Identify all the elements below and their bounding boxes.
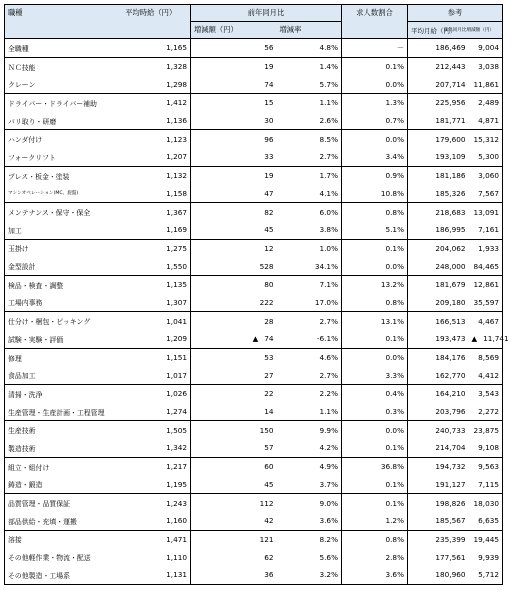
occupation-cell: メンテナンス・保守・保全 [5,203,112,221]
table-row [5,57,503,75]
table-body [5,39,509,585]
monthly-cell: 218,683 [435,207,466,217]
diff-cell: 28 [264,316,274,326]
share-cell: 13.1% [342,312,408,330]
monthly-cell: 181,679 [435,280,466,290]
hourly-cell: 1,412 [112,94,191,112]
rate-cell: 1.0% [319,243,339,253]
occupation-cell: 食品加工 [5,366,112,384]
monthly-diff-cell: 4,467 [469,312,503,330]
header-change-amount: 増減額（円） [191,22,277,39]
diff-cell: 112 [259,498,274,508]
occupation-cell: 工場内事務 [5,294,112,312]
occupation-cell: ハンダ付け [5,130,112,148]
diff-cell: 96 [264,134,274,144]
monthly-cell: 179,600 [435,134,466,144]
diff-cell: 121 [259,534,274,544]
diff-cell: 27 [191,366,277,384]
diff-cell: 80 [264,280,274,290]
diff-cell: 45 [191,221,277,239]
occupation-cell: 生産管理・生産計画・工程管理 [5,403,112,421]
monthly-cell: 164,210 [435,389,466,399]
monthly-cell: 193,109 [408,148,469,166]
occupation-cell: 金型設計 [5,257,112,275]
share-cell: 0.1% [342,439,408,457]
rate-cell: 6.0% [319,207,339,217]
monthly-diff-cell: 3,060 [469,166,503,184]
diff-cell: 62 [264,552,274,562]
table-row [5,512,503,530]
monthly-diff-cell: 84,465 [469,257,503,275]
negative-triangle-icon: ▲ [252,334,259,344]
occupation-cell: 修理 [5,348,112,366]
hourly-cell: 1,041 [112,312,191,330]
occupation-cell: その他製造・工場系 [5,566,112,584]
table-row [5,385,503,403]
rate-cell: 8.2% [319,534,339,544]
monthly-diff-cell: 3,038 [469,57,503,75]
share-cell: 5.1% [342,221,408,239]
occupation-cell: 組立・組付け [5,457,112,475]
occupation-cell: 玉掛け [5,239,112,257]
monthly-diff-cell: 9,563 [469,457,503,475]
diff-cell: 60 [264,462,274,472]
monthly-diff-cell: 5,712 [469,566,503,584]
table-row [5,185,503,203]
share-cell: 1.3% [342,94,408,112]
table-row [5,130,503,148]
share-cell: 0.4% [342,385,408,403]
monthly-cell: 203,796 [408,403,469,421]
monthly-cell: 240,733 [435,425,466,435]
rate-cell: 7.1% [319,280,339,290]
monthly-cell: 194,732 [435,462,466,472]
hourly-cell: 1,123 [112,130,191,148]
table-row [5,148,503,166]
monthly-diff-cell: 13,091 [469,203,503,221]
share-cell: 0.8% [342,294,408,312]
monthly-diff-cell: 12,861 [469,275,503,293]
table-row [5,112,503,130]
monthly-cell: 248,000 [408,257,469,275]
monthly-cell: 186,995 [408,221,469,239]
hourly-cell: 1,243 [112,494,191,512]
share-cell: 3.6% [342,566,408,584]
hourly-cell: 1,160 [112,512,191,530]
rate-cell: 8.5% [319,134,339,144]
table-row [5,548,503,566]
occupation-cell: 製造技術 [5,439,112,457]
table-row [5,94,503,112]
occupation-cell: 品質管理・品質保証 [5,494,112,512]
diff-cell: 56 [191,39,277,58]
diff-cell: 12 [264,243,274,253]
header-job-share: 求人数割合 [342,5,408,22]
occupation-cell: プレス・板金・塗装 [5,166,112,184]
wage-table [4,4,509,585]
diff-cell: 42 [191,512,277,530]
share-cell: 3.4% [342,148,408,166]
diff-cell: 47 [191,185,277,203]
table-row [5,439,503,457]
occupation-cell: 部品供給・充填・運搬 [5,512,112,530]
occupation-cell: 加工 [5,221,112,239]
hourly-cell: 1,158 [112,185,191,203]
monthly-diff-cell: 18,030 [469,494,503,512]
rate-cell: 4.6% [319,353,339,363]
table-row [5,239,503,257]
share-cell: 0.8% [342,203,408,221]
hourly-cell: 1,207 [112,148,191,166]
hourly-cell: 1,136 [112,112,191,130]
diff-cell: 22 [264,389,274,399]
monthly-cell: 209,180 [408,294,469,312]
rate-cell: 1.1% [277,403,342,421]
occupation-cell: 清掃・洗浄 [5,385,112,403]
rate-cell: 3.6% [277,512,342,530]
hourly-cell: 1,110 [112,548,191,566]
table-row [5,530,503,548]
table-row [5,312,503,330]
hourly-cell: 1,505 [112,421,191,439]
diff-cell: 57 [191,439,277,457]
monthly-diff-cell: 5,300 [469,148,503,166]
hourly-cell: 1,342 [112,439,191,457]
hourly-cell: 1,135 [112,275,191,293]
rate-cell: 2.7% [277,366,342,384]
table-row [5,275,503,293]
hourly-cell: 1,209 [112,330,191,348]
diff-cell: 45 [191,476,277,494]
diff-cell: 36 [191,566,277,584]
hourly-cell: 1,367 [112,203,191,221]
share-cell: 0.0% [342,421,408,439]
share-cell: 0.7% [342,112,408,130]
share-cell: 3.3% [342,366,408,384]
monthly-cell: 225,956 [435,98,466,108]
hourly-cell: 1,274 [112,403,191,421]
share-cell: 2.8% [342,548,408,566]
share-cell: 0.8% [342,530,408,548]
table-row [5,476,503,494]
occupation-cell: 検品・検査・調整 [5,275,112,293]
occupation-cell: 試験・実験・評価 [5,330,112,348]
monthly-diff-cell: 11,861 [469,75,503,93]
rate-cell: 1.1% [319,98,339,108]
monthly-diff-cell: 6,635 [469,512,503,530]
diff-cell: 15 [264,98,274,108]
monthly-diff-cell: 9,108 [469,439,503,457]
occupation-cell: バリ取り・研磨 [5,112,112,130]
diff-cell: 19 [264,171,274,181]
hourly-cell: 1,328 [112,57,191,75]
monthly-diff-cell: 9,939 [469,548,503,566]
hourly-cell: 1,298 [112,75,191,93]
rate-cell: 2.7% [277,148,342,166]
monthly-cell: 166,513 [435,316,466,326]
share-cell: － [342,39,408,58]
negative-triangle-icon: ▲ [471,334,478,344]
table-row [5,39,503,58]
share-cell: 0.0% [342,348,408,366]
hourly-cell: 1,275 [112,239,191,257]
monthly-diff-cell: 4,412 [469,366,503,384]
occupation-cell: 全職種 [5,39,112,58]
share-cell: 0.1% [342,57,408,75]
occupation-cell: その他軽作業・物流・配送 [5,548,112,566]
share-cell: 0.3% [342,403,408,421]
hourly-cell: 1,026 [112,385,191,403]
occupation-cell: クレーン [5,75,112,93]
hourly-cell: 1,151 [112,348,191,366]
rate-cell: 4.8% [277,39,342,58]
share-cell: 1.2% [342,512,408,530]
share-cell: 0.1% [342,239,408,257]
header-avg-monthly: 平均月給（円） [408,22,469,39]
monthly-cell: 162,770 [408,366,469,384]
monthly-diff-cell: 2,272 [469,403,503,421]
rate-cell: 2.7% [319,316,339,326]
hourly-cell: 1,169 [112,221,191,239]
rate-cell: 2.6% [277,112,342,130]
monthly-cell: 204,062 [435,243,466,253]
monthly-cell: 235,399 [435,534,466,544]
diff-cell: 14 [191,403,277,421]
monthly-diff-cell: 9,004 [469,39,503,58]
monthly-diff-cell: 7,115 [469,476,503,494]
hourly-cell: 1,017 [112,366,191,384]
table-row [5,203,503,221]
occupation-cell: ＮＣ技能 [5,57,112,75]
hourly-cell: 1,131 [112,566,191,584]
monthly-diff-cell: 8,569 [469,348,503,366]
rate-cell: 4.9% [319,462,339,472]
header-reference: 参考 [408,5,503,22]
monthly-cell: 181,186 [435,171,466,181]
monthly-diff-cell: 19,445 [469,530,503,548]
occupation-cell: 鋳造・鍛造 [5,476,112,494]
diff-cell: 19 [264,62,274,72]
monthly-diff-cell [469,330,509,348]
table-row [5,566,503,584]
diff-cell: 528 [191,257,277,275]
monthly-cell: 184,176 [435,353,466,363]
monthly-cell: 207,714 [408,75,469,93]
header-occupation: 職種 [5,5,112,22]
hourly-cell: 1,550 [112,257,191,275]
monthly-diff-cell: 35,597 [469,294,503,312]
table-row [5,294,503,312]
monthly-cell: 185,567 [408,512,469,530]
occupation-cell: 溶接 [5,530,112,548]
mdiff-value: 11,741 [483,334,509,344]
diff-cell: 33 [191,148,277,166]
monthly-diff-cell: 1,933 [469,239,503,257]
monthly-diff-cell: 2,489 [469,94,503,112]
rate-cell: 2.2% [319,389,339,399]
table-row [5,330,503,348]
monthly-cell: 181,771 [408,112,469,130]
monthly-cell: 198,826 [435,498,466,508]
hourly-cell: 1,195 [112,476,191,494]
header-change-rate: 増減率 [277,22,342,39]
rate-cell: 5.7% [277,75,342,93]
table-row [5,75,503,93]
diff-cell [191,330,277,348]
monthly-diff-cell: 4,871 [469,112,503,130]
occupation-cell: 生産技術 [5,421,112,439]
rate-cell: 9.9% [319,425,339,435]
share-cell: 13.2% [342,275,408,293]
rate-cell: 3.2% [277,566,342,584]
header-yoy: 前年同月比 [191,5,342,22]
hourly-cell: 1,132 [112,166,191,184]
hourly-cell: 1,307 [112,294,191,312]
rate-cell: 4.2% [277,439,342,457]
monthly-cell: 177,561 [435,552,466,562]
rate-cell: 4.1% [277,185,342,203]
monthly-cell: 191,127 [408,476,469,494]
rate-cell: 3.8% [277,221,342,239]
occupation-cell: フォークリフト [5,148,112,166]
monthly-cell: 212,443 [435,62,466,72]
hourly-cell: 1,165 [112,39,191,58]
diff-value: 74 [264,334,274,344]
monthly-diff-cell: 7,161 [469,221,503,239]
share-cell: 0.9% [342,166,408,184]
table-row [5,421,503,439]
table-row [5,457,503,475]
rate-cell: 1.7% [319,171,339,181]
monthly-cell: 180,960 [408,566,469,584]
share-cell: 36.8% [342,457,408,475]
occupation-cell: マシンオペレーション(MC、旋盤) [5,185,112,203]
monthly-cell: 214,704 [408,439,469,457]
monthly-cell: 193,473 [408,330,469,348]
table-row [5,257,503,275]
monthly-cell: 186,469 [408,39,469,58]
rate-cell: 17.0% [277,294,342,312]
rate-cell: 3.7% [277,476,342,494]
share-cell: 0.1% [342,494,408,512]
monthly-diff-cell: 23,875 [469,421,503,439]
rate-cell: 1.4% [319,62,339,72]
table-row [5,366,503,384]
occupation-cell: 仕分け・梱包・ピッキング [5,312,112,330]
diff-cell: 53 [264,353,274,363]
table-row [5,221,503,239]
share-cell: 0.0% [342,75,408,93]
share-cell: 0.1% [342,476,408,494]
rate-cell: 9.0% [319,498,339,508]
share-cell: 10.8% [342,185,408,203]
monthly-cell: 185,326 [408,185,469,203]
table-row [5,494,503,512]
table-row [5,403,503,421]
table-row [5,348,503,366]
diff-cell: 74 [191,75,277,93]
table-row [5,166,503,184]
rate-cell: 5.6% [319,552,339,562]
monthly-diff-cell: 3,543 [469,385,503,403]
diff-cell: 222 [191,294,277,312]
rate-cell: -6.1% [277,330,342,348]
header-monthly-change: 前年同月比増減額（円） [469,22,503,39]
monthly-diff-cell: 15,312 [469,130,503,148]
share-cell: 0.0% [342,130,408,148]
rate-cell: 34.1% [277,257,342,275]
occupation-cell: ドライバー・ドライバー補助 [5,94,112,112]
share-cell: 0.0% [342,257,408,275]
share-cell: 0.1% [342,330,408,348]
header-avg-hourly: 平均時給（円） [112,5,191,22]
diff-cell: 30 [191,112,277,130]
diff-cell: 150 [259,425,274,435]
diff-cell: 82 [264,207,274,217]
monthly-diff-cell: 7,567 [469,185,503,203]
hourly-cell: 1,217 [112,457,191,475]
hourly-cell: 1,471 [112,530,191,548]
